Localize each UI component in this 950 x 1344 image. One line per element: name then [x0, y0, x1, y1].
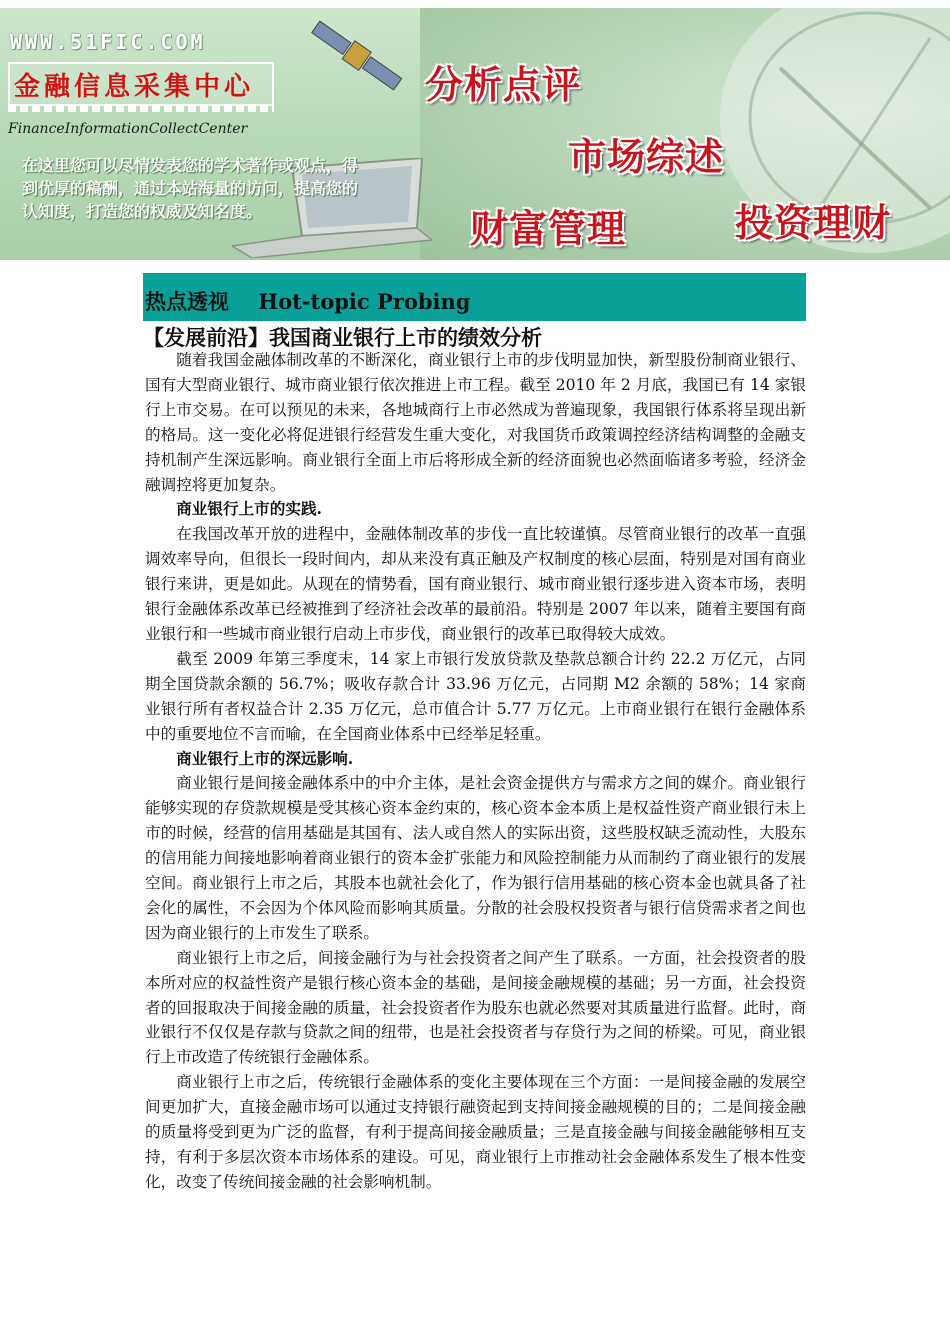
- slogan-wealth: 财富管理: [470, 207, 627, 251]
- slogan-analysis: 分析点评: [425, 63, 582, 107]
- paragraph: 商业银行是间接金融体系中的中介主体，是社会资金提供方与需求方之间的媒介。商业银行能够实现的存贷款规模是受其核心资本金约束的，核心资本金本质上是权益性资产商业银行未上市的时候，经营的信用基础是其国有、法人或自然人的实际出资，这些股权缺乏流动性，大股东的信用能力间接地影响着商业银行的资本金扩张能力和风险控制能力从而制约了商业银行的发展空间。商业银行上市之后，其股本也就社会化了，作为银行信用基础的核心资本金也就具备了社会化的属性，不会因为个体风险而影响其质量。分散的社会股权投资者与银行信贷需求者之间也因为商业银行的上市发生了联系。: [145, 774, 806, 942]
- paragraph: 商业银行上市之后，传统银行金融体系的变化主要体现在三个方面：一是间接金融的发展空间更加扩大，直接金融市场可以通过支持银行融资起到支持间接金融规模的目的；二是间接金融的质量将受到更为广泛的监督，有利于提高间接金融质量；三是直接金融与间接金融能够相互支持，有利于多层次资本市场体系的建设。可见，商业银行上市推动社会金融体系发生了根本性变化，改变了传统间接金融的社会影响机制。: [145, 1073, 806, 1191]
- subheading: 商业银行上市的深远影响.: [176, 748, 354, 768]
- logo-subtitle: FinanceInformationCollectCenter: [8, 121, 248, 137]
- subheading: 商业银行上市的实践.: [176, 499, 322, 519]
- paragraph: 商业银行上市之后，间接金融行为与社会投资者之间产生了联系。一方面，社会投资者的股本所对应的权益性资产是银行核心资本金的基础，是间接金融规模的基础；另一方面，社会投资者的回报取决于间接金融的质量，社会投资者作为股东也就必然要对其质量进行监督。此时，商业银行不仅仅是存款与贷款之间的纽带，也是社会投资者与存贷行为之间的桥梁。可见，商业银行上市改造了传统银行金融体系。: [145, 948, 806, 1067]
- section-header-bar: [143, 273, 806, 321]
- satellite-icon: [300, 18, 410, 98]
- slogan-investment: 投资理财: [735, 201, 892, 245]
- paragraph: 截至 2009 年第三季度末，14 家上市银行发放贷款及垫款总额合计约 22.2 万亿元，占同期全国贷款余额的 56.7%；吸收存款合计 33.96 万亿元，占同期 M2 余额的 58%；14 家商业银行所有者权益合计 2.35 万亿元，总市值合计 5.77 万亿元。上市商业银行在银行金融体系中的重要地位不言而喻，在全国商业体系中已经举足轻重。: [145, 649, 806, 743]
- header-banner: [0, 8, 950, 260]
- section-title: 热点透视 Hot-topic Probing: [145, 289, 471, 314]
- logo-title: 金融信息采集中心: [14, 72, 255, 102]
- paragraph: 在我国改革开放的进程中，金融体制改革的步伐一直比较谨慎。尽管商业银行的改革一直强调效率导向，但很长一段时间内，却从来没有真正触及产权制度的核心层面，特别是对国有商业银行来讲，更是如此。从现在的情势看，国有商业银行、城市商业银行逐步进入资本市场，表明银行金融体系改革已经被推到了经济社会改革的最前沿。特别是 2007 年以来，随着主要国有商业银行和一些城市商业银行启动上市步伐，商业银行的改革已取得较大成效。: [145, 525, 806, 643]
- slogan-market: 市场综述: [568, 135, 725, 179]
- paragraph: 随着我国金融体制改革的不断深化，商业银行上市的步伐明显加快，新型股份制商业银行、国有大型商业银行、城市商业银行依次推进上市工程。截至 2010 年 2 月底，我国已有 14 家银行上市交易。在可以预见的未来，各地城商行上市必然成为普遍现象，我国银行体系将呈现出新的格局。这一变化必将促进银行经营发生重大变化，对我国货币政策调控经济结构调整的金融支持机制产生深远影响。商业银行全面上市后将形成全新的经济面貌也必然面临诸多考验，经济金融调控将更加复杂。: [145, 351, 806, 494]
- promo-text: 在这里您可以尽情发表您的学术著作或观点，得到优厚的稿酬，通过本站海量的访问，提高您的认知度，打造您的权威及知名度。: [22, 156, 359, 221]
- article-title: 【发展前沿】我国商业银行上市的绩效分析: [143, 325, 542, 350]
- site-url: WWW.51FIC.COM: [10, 30, 206, 54]
- article-body: [145, 348, 806, 1195]
- logo-divider: [8, 106, 274, 112]
